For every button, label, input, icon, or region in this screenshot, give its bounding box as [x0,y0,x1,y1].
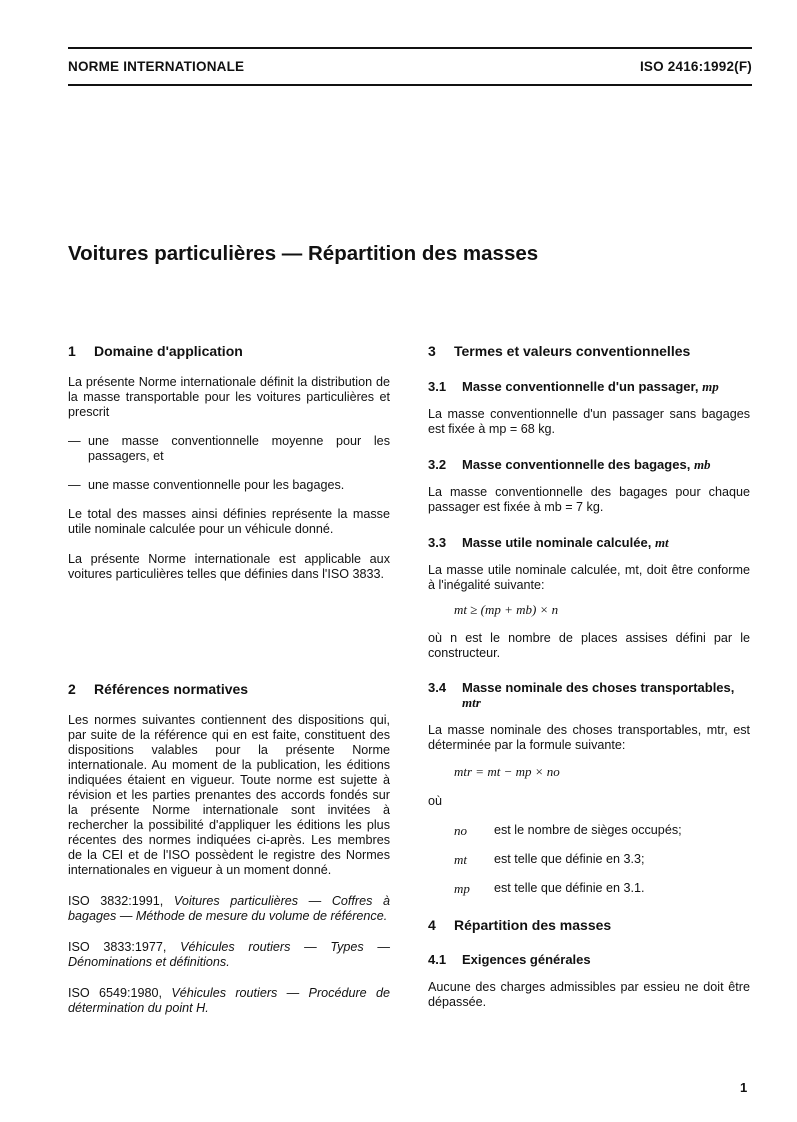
section-3-3-paragraph: La masse utile nominale calculée, mt, doit être conforme à l'inégalité suivante: [428,563,750,592]
document-title: Voitures particulières — Répartition des masses [68,242,539,265]
top-rule [68,47,752,49]
section-3-3-paragraph-2: où n est le nombre de places assises défini par le constructeur. [428,631,750,660]
reference-item: ISO 3833:1977, Véhicules routiers — Types — Dénominations et définitions. [68,940,390,969]
section-1-heading: 1 Domaine d'application [68,343,243,359]
section-3-4-heading: 3.4 Masse nominale des choses transportables, mtr [428,680,735,710]
list-item: — une masse conventionnelle pour les bagages. [68,478,345,492]
section-3-2-heading: 3.2 Masse conventionnelle des bagages, mb [428,457,711,472]
section-3-heading: 3 Termes et valeurs conventionnelles [428,343,691,359]
header-right: ISO 2416:1992(F) [639,59,752,74]
section-4-1-heading: 4.1 Exigences générales [428,952,591,967]
definition-row: no est le nombre de sièges occupés; [454,823,682,838]
reference-item: ISO 3832:1991, Voitures particulières — Coffres à bagages — Méthode de mesure du volume de référence. [68,894,391,923]
section-3-2-paragraph: La masse conventionnelle des bagages pour chaque passager est fixée à mb = 7 kg. [428,485,750,514]
section-3-4-paragraph: La masse nominale des choses transportables, mtr, est déterminée par la formule suivante: [428,723,750,752]
page-number: 1 [740,1080,748,1095]
left-column [68,344,390,582]
section-2-paragraph: Les normes suivantes contiennent des dispositions qui, par suite de la référence qui en est faite, constituent des dispositions valables pour la présente Norme internationale. Au moment de la publication, les éditions indiquées étaient en vigueur. Toute norme est sujette à révision et les parties prenantes des accords fondés sur la présente Norme internationale sont invitées à rechercher la possibilité d'appliquer les éditions les plus récentes des normes indiquées ci-après. Les membres de la CEI et de l'ISO possèdent le registre des Normes internationales en vigueur à un moment donné. [68,713,390,877]
where-label: où [428,794,443,808]
definition-row: mt est telle que définie en 3.3; [454,852,645,867]
section-3-1-heading: 3.1 Masse conventionnelle d'un passager, mp [428,379,719,394]
right-column [428,344,750,1010]
formula-3-4: mtr = mt − mp × no [454,764,560,779]
section-1-paragraph-1: La présente Norme internationale définit la distribution de la masse transportable pour les voitures particulières et prescrit [68,375,390,419]
section-4-heading: 4 Répartition des masses [428,917,612,933]
reference-item: ISO 6549:1980, Véhicules routiers — Procédure de détermination du point H. [68,986,390,1015]
section-3-3-heading: 3.3 Masse utile nominale calculée, mt [428,535,669,550]
section-4-1-paragraph: Aucune des charges admissibles par essieu ne doit être dépassée. [428,980,750,1009]
section-1-paragraph-2: Le total des masses ainsi définies représente la masse utile nominale calculée pour un véhicule donné. [68,507,390,536]
formula-3-3: mt ≥ (mp + mb) × n [454,602,559,617]
section-3-1-paragraph: La masse conventionnelle d'un passager sans bagages est fixée à mp = 68 kg. [428,407,750,436]
list-item: — une masse conventionnelle moyenne pour les passagers, et [68,434,390,463]
left-column-section-2 [68,682,390,1016]
definition-row: mp est telle que définie en 3.1. [454,881,645,896]
section-1-paragraph-3: La présente Norme internationale est applicable aux voitures particulières telles que définies dans l'ISO 3833. [68,552,390,581]
section-2-heading: 2 Références normatives [68,681,249,697]
header-rule [68,84,752,86]
header-left: NORME INTERNATIONALE [68,59,245,74]
